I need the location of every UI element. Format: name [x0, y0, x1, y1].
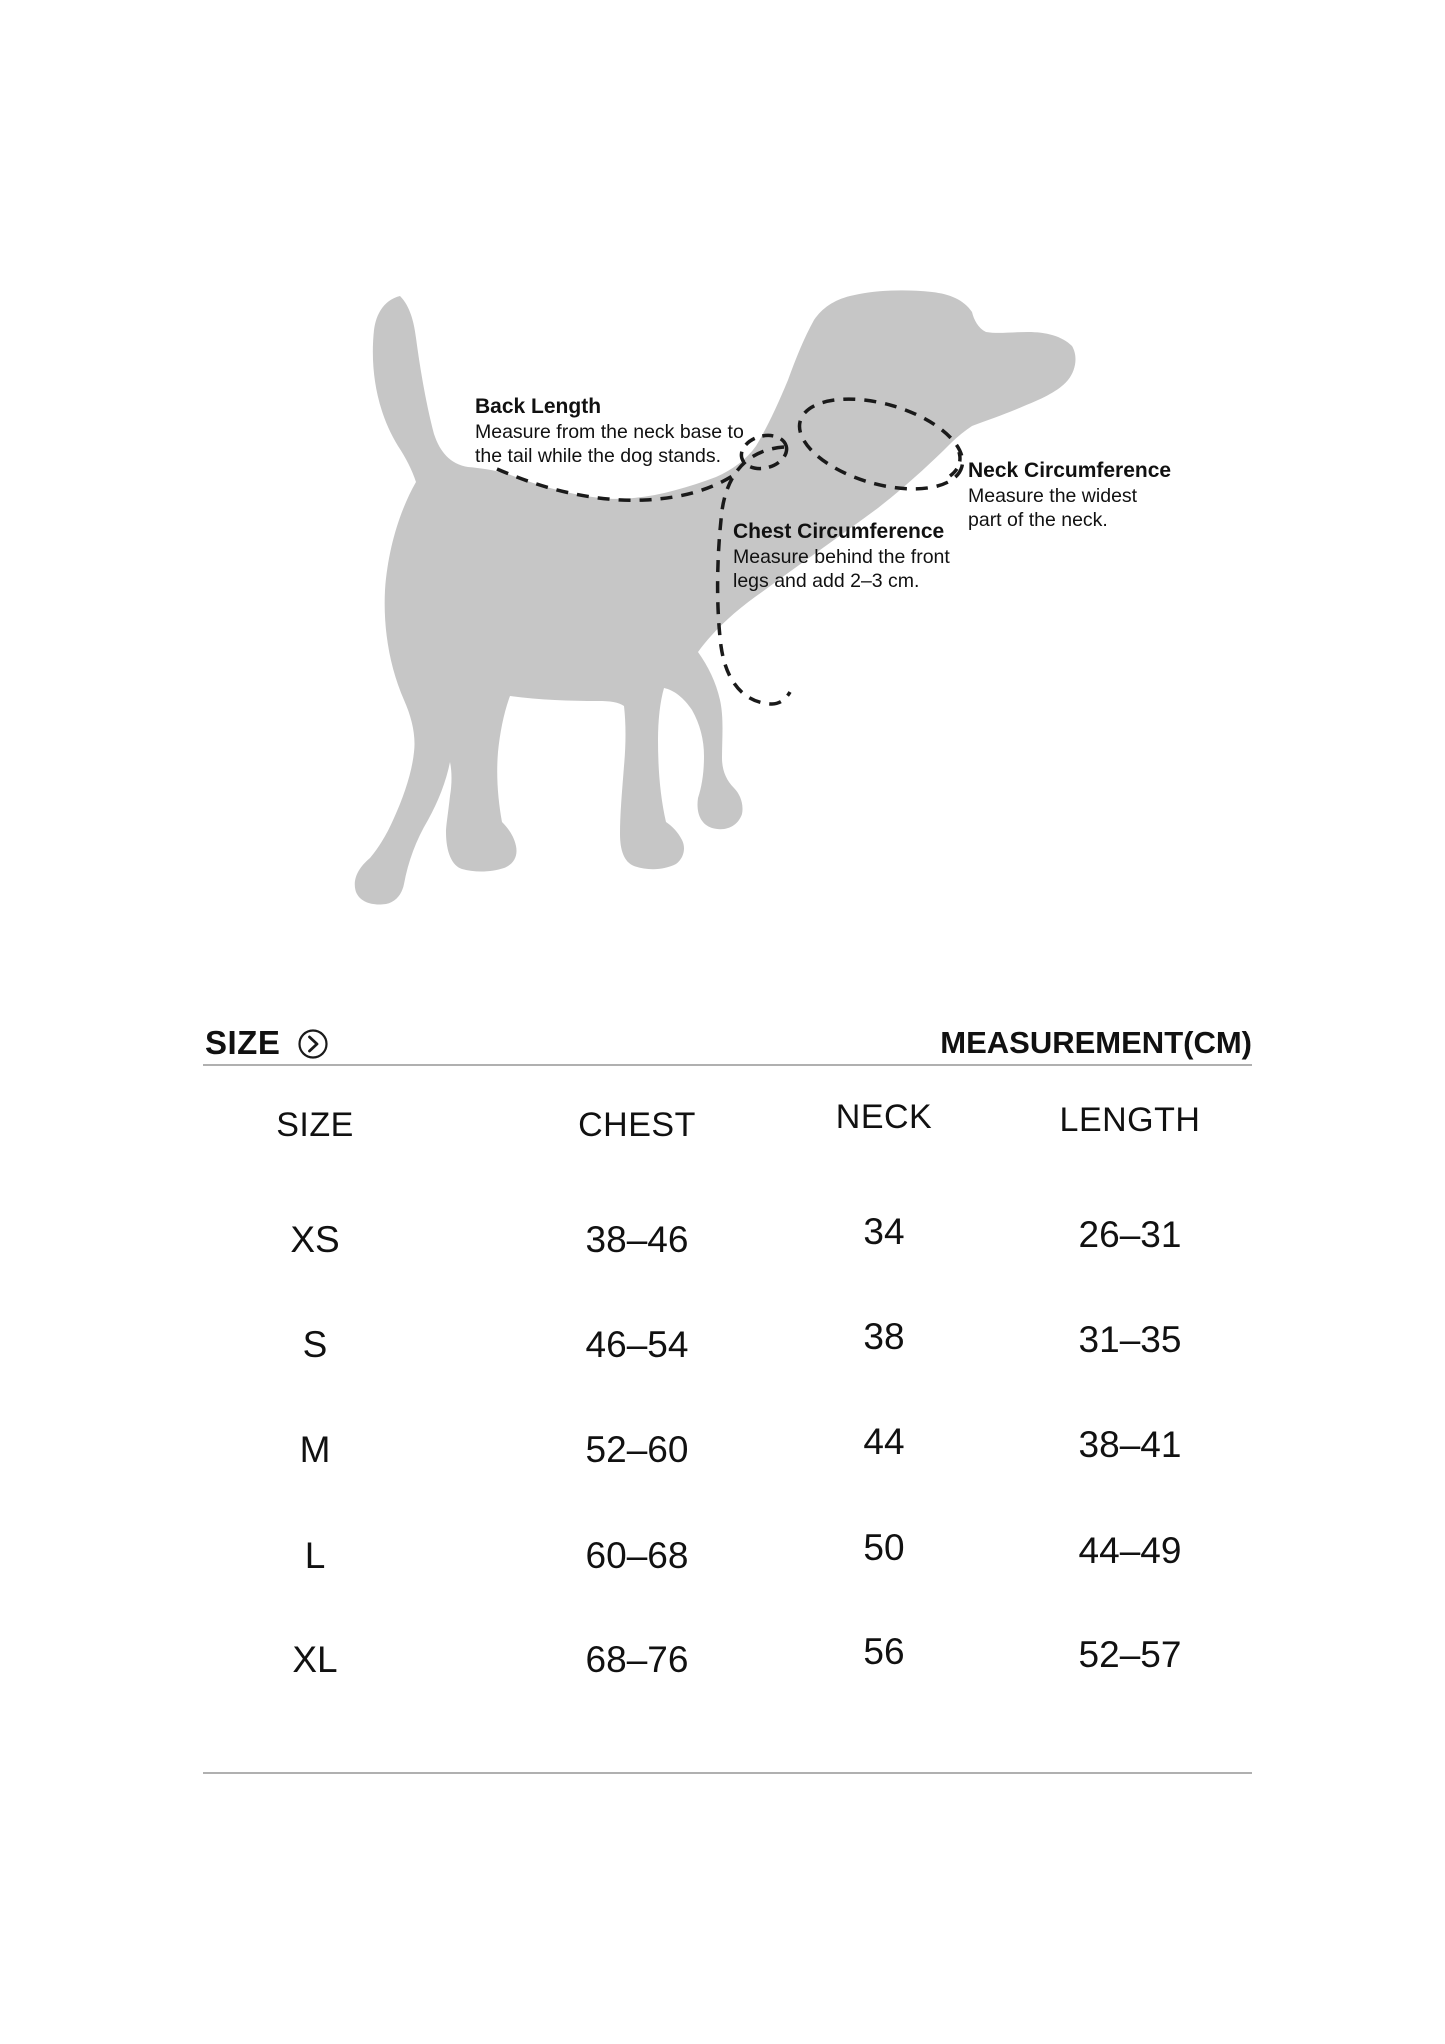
annotation-line: Measure from the neck base to — [475, 421, 744, 443]
size-section-label: SIZE — [205, 1024, 281, 1061]
table-header-length: LENGTH — [1059, 1101, 1201, 1139]
table-row — [203, 1421, 1252, 1474]
size-value: S — [302, 1324, 328, 1365]
table-header-size: SIZE — [276, 1106, 354, 1144]
neck-value: 38 — [863, 1316, 905, 1357]
size-value: XL — [292, 1639, 338, 1680]
annotation-chest-circumference — [733, 519, 950, 593]
table-header-row — [203, 1098, 1252, 1149]
chest-value: 38–46 — [585, 1219, 689, 1260]
neck-value: 56 — [863, 1631, 905, 1672]
size-value: L — [304, 1535, 326, 1576]
annotation-title: Chest Circumference — [733, 520, 945, 543]
neck-value: 50 — [863, 1527, 905, 1568]
annotation-line: legs and add 2–3 cm. — [733, 570, 920, 592]
annotation-neck-circumference — [968, 458, 1171, 532]
length-value: 31–35 — [1078, 1319, 1182, 1360]
table-row — [203, 1527, 1252, 1580]
annotation-title: Neck Circumference — [968, 459, 1172, 482]
length-value: 38–41 — [1078, 1424, 1182, 1465]
length-value: 26–31 — [1078, 1214, 1182, 1255]
size-value: M — [299, 1429, 331, 1470]
chest-value: 46–54 — [585, 1324, 689, 1365]
table-header-chest: CHEST — [578, 1106, 696, 1144]
annotation-line: part of the neck. — [968, 509, 1108, 531]
annotation-title: Back Length — [475, 395, 602, 418]
chest-value: 52–60 — [585, 1429, 689, 1470]
size-value: XS — [290, 1219, 340, 1260]
dog-silhouette — [355, 290, 1076, 904]
length-value: 52–57 — [1078, 1634, 1182, 1675]
table-row — [203, 1631, 1252, 1684]
annotation-line: Measure the widest — [968, 485, 1138, 507]
table-header-neck: NECK — [835, 1098, 933, 1136]
annotation-back-length — [475, 394, 744, 468]
table-row — [203, 1316, 1252, 1369]
bottom-divider-line — [203, 1772, 1252, 1774]
length-value: 44–49 — [1078, 1530, 1182, 1571]
dog-measurement-illustration — [0, 0, 1445, 1000]
measurement-unit-label: MEASUREMENT(CM) — [940, 1025, 1252, 1060]
chest-value: 60–68 — [585, 1535, 689, 1576]
chest-value: 68–76 — [585, 1639, 689, 1680]
annotation-line: Measure behind the front — [733, 546, 950, 568]
header-divider-line — [203, 1064, 1252, 1066]
annotation-line: the tail while the dog stands. — [475, 445, 722, 467]
neck-value: 44 — [863, 1421, 905, 1462]
chevron-right-circle-icon — [297, 1028, 329, 1060]
neck-value: 34 — [863, 1211, 905, 1252]
table-row — [203, 1211, 1252, 1264]
